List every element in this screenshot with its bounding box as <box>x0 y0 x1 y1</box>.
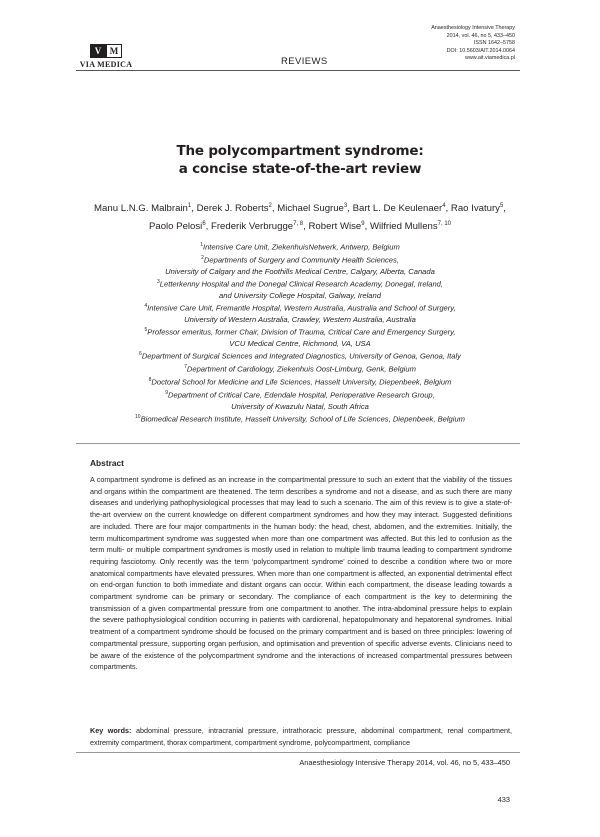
section-label: REVIEWS <box>281 56 328 67</box>
author: Robert Wise$^9$ <box>308 220 365 232</box>
affiliation: $^7$Department of Cardiology, Ziekenhuis Oost-Limburg, Genk, Belgium <box>184 364 416 374</box>
author: Rao Ivatury$^5$ <box>450 203 504 215</box>
author: Michael Sugrue$^3$ <box>277 203 348 215</box>
affiliation: $^4$Intensive Care Unit, Fremantle Hospital, Western Australia, Australia and School of Surgery, University of Western Australia, Crawley, Western Australia, Australia <box>144 303 456 324</box>
affiliation-list <box>80 240 520 425</box>
keywords <box>90 725 512 748</box>
affiliation: $^{10}$Biomedical Research Institute, Hasselt University, School of Life Sciences, Diepenbeek, Belgium <box>135 413 465 424</box>
journal-name: Anaesthesiology Intensive Therapy <box>431 25 515 31</box>
affiliation: $^8$Doctoral School for Medicine and Life Sciences, Hasselt University, Diepenbeek, Belgium <box>148 376 452 387</box>
abstract-divider <box>76 443 520 444</box>
journal-citation: Anaesthesiology Intensive Therapy 2014, vol. 46, no 5, 433–450 <box>299 758 510 767</box>
journal-meta <box>431 25 515 63</box>
affiliation: $^3$Letterkenny Hospital and the Donegal Clinical Research Academy, Donegal, Ireland, and University College Hospital, Galway, Ireland <box>156 278 444 300</box>
article-title-line-1: The polycompartment syndrome: <box>176 143 424 159</box>
abstract-body: A compartment syndrome is defined as an increase in the compartmental pressure to such an extent that the viability of the tissues and organs within the compartment are theatened. The term describes a syndrome and not a disease, and as such there are many diseases and underlying pathophysiological processes that may lead to such a scenario. The aim of this review is to give a state-of-the-art overview on the current knowledge on different compartment syndromes and how they may interact. Suggested definitions are included. There are four major compartments in the human body: the head, chest, abdomen, and the extremities. Initially, the term multicompartment syndrome was suggested when more than one compartment was affected. But this led to confusion as the term multi- or multiple compartment syndromes is mostly used in relation to multiple limb trauma leading to compartment syndrome requiring fasciotomy. Only recently was the term ‘polycompartment syndrome’ coined to describe a condition where two or more anatomical compartments have elevated pressures. When more than one compartment is affected, an exponential detrimental effect on end-organ function to both immediate and distant organs can occur. Within each compartment, the disease leading towards a compartment syndrome can be primary or secondary. The compliance of each compartment is the key to determining the transmission of a given compartmental pressure from one compartment to another. The intra-abdominal pressure helps to explain the severe pathophysiological condition occurring in patients with cardiorenal, hepatopulmonary and hepatorenal syndromes. Initial treatment of a compartment syndrome should be focused on the primary compartment and is based on three principles: lowering of compartmental pressure, supporting organ perfusion, and optimisation and prevention of specific adverse events. Clinicians need to be aware of the existence of the polycompartment syndrome and the interactions of increased compartmental pressures between compartments. <box>90 475 512 672</box>
affiliation: $^1$Intensive Care Unit, ZiekenhuisNetwerk, Antwerp, Belgium <box>200 242 400 252</box>
author: Wilfried Mullens$^{7, 10}$ <box>369 220 452 232</box>
publisher-logo <box>76 44 136 69</box>
abstract-heading: Abstract <box>90 458 124 468</box>
keywords-text: abdominal pressure, intracranial pressure, intrathoracic pressure, abdominal compartment, renal compartment, extremity compartment, thorax compartment, compartment syndrome, polycompartment, compliance <box>90 726 512 747</box>
via-medica-logo-icon <box>90 44 122 58</box>
journal-volume: 2014, vol. 46, no 5, 433–450 <box>446 32 515 39</box>
affiliation: $^9$Department of Critical Care, Edendale Hospital, Perioperative Research Group, University of Kwazulu Natal, South Africa <box>165 389 435 411</box>
logo-letter-v: V <box>90 44 106 58</box>
footer-divider <box>76 752 520 753</box>
logo-letter-m: M <box>106 44 122 58</box>
article-title-line-2: a concise state-of-the-art review <box>178 161 422 177</box>
author: Manu L.N.G. Malbrain$^1$ <box>94 203 192 215</box>
page-number: 433 <box>497 795 510 804</box>
journal-issn: ISSN 1642–5758 <box>473 40 515 47</box>
author: Paolo Pelosi$^6$ <box>148 220 206 232</box>
author-list: Manu L.N.G. Malbrain$^1$, Derek J. Roberts$^2$, Michael Sugrue$^3$, Bart L. De Keulenaer$^4$, Rao Ivatury$^5$, Paolo Pelosi$^6$, Frederik Verbrugge$^{7, 8}$, Robert Wise$^9$, Wilfried Mullens$^{7, 10}$ <box>94 203 506 232</box>
author: Frederik Verbrugge$^{7, 8}$ <box>211 220 304 232</box>
affiliation: $^2$Departments of Surgery and Community Health Sciences, University of Calgary and the Foothills Medical Centre, Calgary, Alberta, Canada <box>165 254 435 276</box>
author: Derek J. Roberts$^2$ <box>196 203 272 215</box>
affiliation: $^5$Professor emeritus, former Chair, Division of Trauma, Critical Care and Emergency Surgery, VCU Medical Centre, Richmond, VA, USA <box>144 327 456 349</box>
affiliation: $^6$Department of Surgical Sciences and Integrated Diagnostics, University of Genoa, Genoa, Italy <box>139 351 461 361</box>
publisher-name: VIA MEDICA <box>79 60 133 69</box>
journal-website[interactable]: www.ait.viamedica.pl <box>464 55 515 62</box>
author: Bart L. De Keulenaer$^4$ <box>352 203 446 215</box>
header-divider <box>76 70 520 71</box>
keywords-label: Key words: <box>90 726 132 735</box>
journal-doi[interactable]: DOI: 10.5603/AIT.2014.0064 <box>446 47 515 54</box>
